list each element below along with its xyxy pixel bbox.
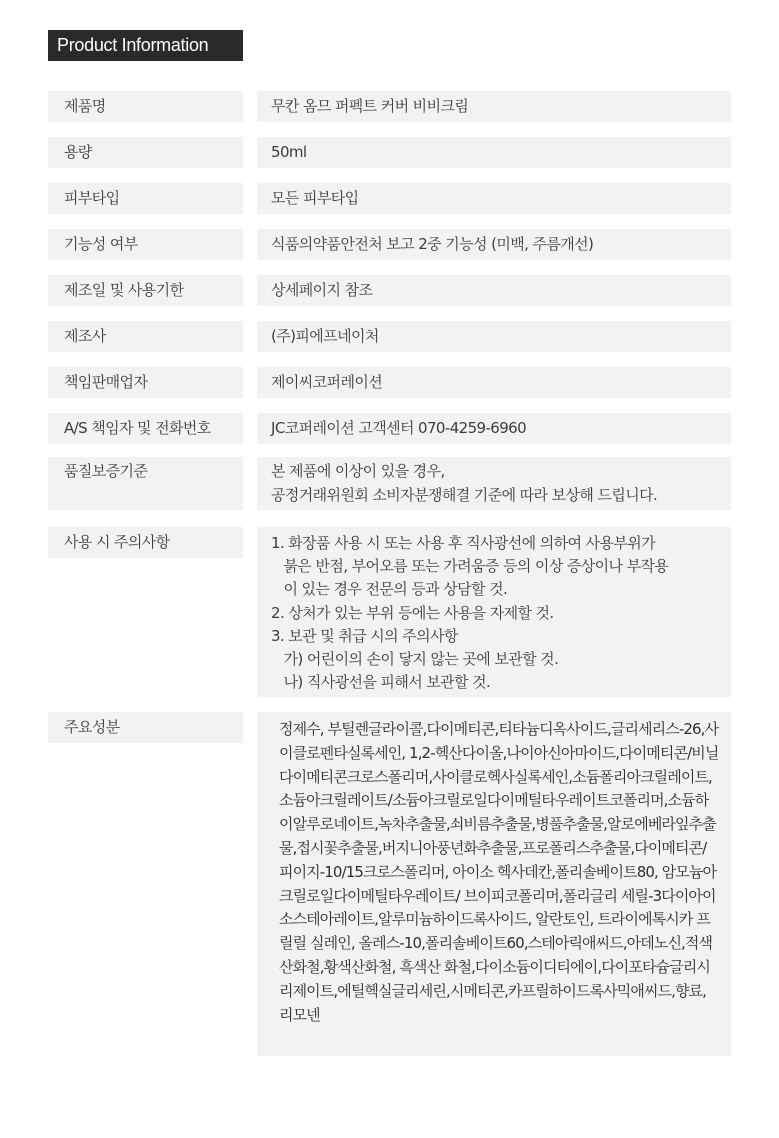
row-value: 모든 피부타입 [257,183,731,214]
row-value: (주)피에프네이처 [257,321,731,352]
row-label: 피부타입 [48,183,243,214]
row-label: 책임판매업자 [48,367,243,398]
row-value: 본 제품에 이상이 있을 경우, 공정거래위원회 소비자분쟁해결 기준에 따라 보상해 드립니다. [257,457,731,510]
row-label: 사용 시 주의사항 [48,527,243,558]
row-label: 제조사 [48,321,243,352]
section-title: Product Information [48,30,243,61]
row-label: 제품명 [48,91,243,122]
row-label: 기능성 여부 [48,229,243,260]
row-label: A/S 책임자 및 전화번호 [48,413,243,444]
row-value: 1. 화장품 사용 시 또는 사용 후 직사광선에 의하여 사용부위가 붉은 반점, 부어오름 또는 가려움증 등의 이상 증상이나 부작용 이 있는 경우 전문의 등과 상담할 것. 2. 상처가 있는 부위 등에는 사용을 자제할 것. 3. 보관 및 취급 시의 주의사항 가) 어린이의 손이 닿지 않는 곳에 보관할 것. 나) 직사광선을 피해서 보관할 것. [257,527,731,697]
row-label: 용량 [48,137,243,168]
row-value: 무칸 옴므 퍼펙트 커버 비비크림 [257,91,731,122]
row-value: 상세페이지 참조 [257,275,731,306]
ingredients-text: 정제수, 부틸렌글라이콜,다이메티콘,티타늄디옥사이드,글리세리스-26,사이클로펜타실록세인, 1,2-헥산다이올,나이아신아마이드,다이메티콘/비닐다이메티콘크로스폴리머,사이클로헥사실록세인,소듐폴리아크릴레이트,소듐아크릴레이트/소듐아크릴로일다이메틸타우레이트코폴리머,소듐하이알루로네이트,녹차추출물,쇠비름추출물,병풀추출물,알로에베라잎추출물,접시꽃추출물,버지니아풍년화추출물,프로폴리스추출물,다이메티콘/피이지-10/15크로스폴리머, 아이소 헥사데칸,폴리솔베이트80, 암모늄아크릴로일다이메틸타우레이트/ 브이피코폴리머,폴리글리 세릴-3다이아이소스테아레이트,알루미늄하이드록사이드, 알란토인, 트라이에톡시카 프릴릴 실레인, 올레스-10,폴리솔베이트60,스테아릭애씨드,아데노신,적색산화철,황색산화철, 흑색산 화철,다이소듐이디티에이,다이포타슘글리시리제이트,에틸헥실글리세린,시메티콘,카프릴하이드록사믹애씨드,향료,리모넨 [279,720,719,1024]
row-value: 제이씨코퍼레이션 [257,367,731,398]
row-label: 제조일 및 사용기한 [48,275,243,306]
row-label: 품질보증기준 [48,457,243,510]
row-label: 주요성분 [48,712,243,743]
row-value: 식품의약품안전처 보고 2중 기능성 (미백, 주름개선) [257,229,731,260]
row-value [257,712,731,1056]
row-value: JC코퍼레이션 고객센터 070-4259-6960 [257,413,731,444]
row-value: 50ml [257,137,731,168]
